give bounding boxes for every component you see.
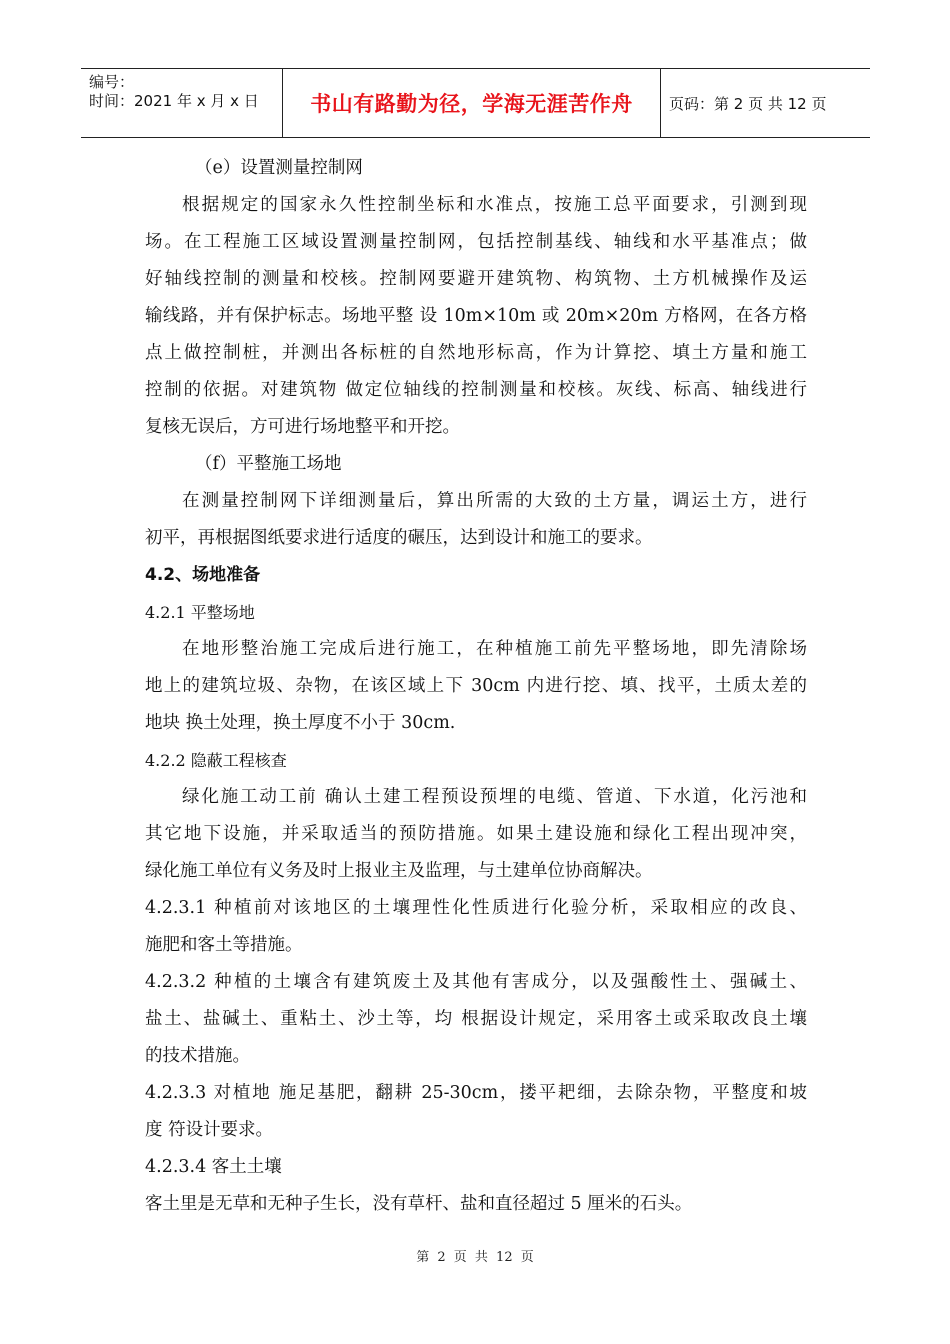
text-line: 在测量控制网下详细测量后，算出所需的大致的土方量，调运土方，进行 (182, 491, 807, 511)
text-line: 客土里是无草和无种子生长，没有草杆、盐和直径超过 5 厘米的石头。 (145, 1194, 693, 1214)
text-line: 4.2.3.2 种植的土壤含有建筑废土及其他有害成分，以及强酸性土、强碱土、 (145, 972, 807, 992)
text-line: 4.2.1 平整场地 (145, 603, 255, 622)
header-page-info: 页码：第 2 页 共 12 页 (669, 94, 827, 113)
text-line: 地上的建筑垃圾、杂物，在该区域上下 30cm 内进行挖、填、找平，土质太差的 (145, 676, 807, 696)
text-line: （f）平整施工场地 (195, 454, 342, 474)
text-line: 绿化施工单位有义务及时上报业主及监理，与土建单位协商解决。 (145, 861, 653, 881)
code-label: 编号： (89, 73, 135, 91)
text-line: 输线路，并有保护标志。场地平整 设 10m×10m 或 20m×20m 方格网，在各方格 (145, 306, 807, 326)
document-body (145, 150, 807, 1223)
text-line: 在地形整治施工完成后进行施工，在种植施工前先平整场地，即先清除场 (182, 639, 807, 659)
text-line: （e）设置测量控制网 (195, 158, 363, 178)
text-line: 度 符设计要求。 (145, 1120, 274, 1140)
text-line: 场。在工程施工区域设置测量控制网，包括控制基线、轴线和水平基准点；做 (145, 232, 807, 252)
text-line: 初平，再根据图纸要求进行适度的碾压，达到设计和施工的要求。 (145, 528, 653, 548)
text-line: 4.2.3.1 种植前对该地区的土壤理性化性质进行化验分析，采取相应的改良、 (145, 898, 807, 918)
text-line: 其它地下设施，并采取适当的预防措施。如果土建设施和绿化工程出现冲突， (145, 824, 807, 844)
header-meta (81, 69, 283, 137)
text-line: 施肥和客土等措施。 (145, 935, 303, 955)
text-line: 控制的依据。对建筑物 做定位轴线的控制测量和校核。灰线、标高、轴线进行 (145, 380, 807, 400)
text-line: 的技术措施。 (145, 1046, 250, 1066)
text-line: 点上做控制桩，并测出各标桩的自然地形标高，作为计算挖、填土方量和施工 (145, 343, 807, 363)
text-line: 盐土、盐碱土、重粘土、沙土等，均 根据设计规定，采用客土或采取改良土壤 (145, 1009, 807, 1029)
header-motto: 书山有路勤为径，学海无涯苦作舟 (283, 69, 661, 137)
text-line: 4.2.3.4 客土土壤 (145, 1157, 282, 1177)
text-line: 根据规定的国家永久性控制坐标和水准点，按施工总平面要求，引测到现 (182, 195, 807, 215)
text-line: 4.2.2 隐蔽工程核查 (145, 751, 287, 770)
page-footer: 第 2 页 共 12 页 (416, 1250, 534, 1265)
text-line: 4.2.3.3 对植地 施足基肥，翻耕 25-30cm，搂平耙细，去除杂物，平整度和坡 (145, 1083, 807, 1103)
text-line: 复核无误后，方可进行场地整平和开挖。 (145, 417, 460, 437)
section-heading: 4.2、场地准备 (145, 565, 261, 585)
text-line: 绿化施工动工前 确认土建工程预设预埋的电缆、管道、下水道，化污池和 (182, 787, 807, 807)
page-header (81, 68, 870, 138)
text-line: 地块 换土处理，换土厚度不小于 30cm. (145, 713, 456, 733)
date-label: 时间：2021 年 x 月 x 日 (89, 92, 259, 110)
text-line: 好轴线控制的测量和校核。控制网要避开建筑物、构筑物、土方机械操作及运 (145, 269, 807, 289)
